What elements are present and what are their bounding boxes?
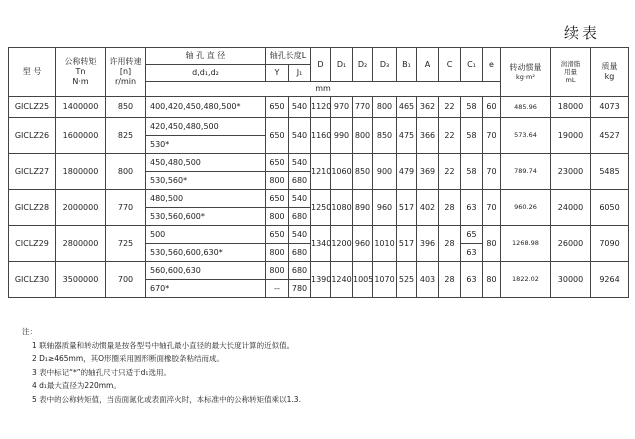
table-row (9, 118, 629, 136)
cell-D1: 1200 (331, 226, 353, 262)
table-row (9, 190, 629, 208)
header-A: A (417, 48, 439, 82)
header-grease: 润滑脂 用量 mL (551, 48, 591, 97)
header-B1: B₁ (397, 48, 417, 82)
header-bore-length: 轴孔长度L (266, 48, 311, 65)
cell-torque: 1800000 (56, 154, 106, 190)
cell-C: 28 (439, 226, 461, 262)
cell-B1: 479 (397, 154, 417, 190)
cell-D1: 1060 (331, 154, 353, 190)
cell-torque: 3500000 (56, 262, 106, 298)
cell-model: GICLZ28 (9, 190, 56, 226)
cell-y: 800 (266, 208, 289, 226)
header-D1: D₁ (331, 48, 353, 82)
cell-j1: 540 (289, 154, 311, 172)
cell-mass: 4073 (591, 97, 629, 118)
cell-mass: 5485 (591, 154, 629, 190)
cell-inertia: 1268.98 (501, 226, 551, 262)
cell-bore: 560,600,630 (146, 262, 266, 280)
cell-D3: 900 (373, 154, 397, 190)
cell-bore: 530,560,600* (146, 208, 266, 226)
note-3: 3 表中标记“*”的轴孔尺寸只适于d₁选用。 (32, 367, 171, 377)
note-2: 2 D₁≥465mm，其O形圈采用圆形断面橡胶条粘结而成。 (32, 354, 225, 363)
cell-model: CICLZ29 (9, 226, 56, 262)
cell-D: 1160 (311, 118, 331, 154)
cell-j1: 540 (289, 97, 311, 118)
cell-grease: 30000 (551, 262, 591, 298)
cell-mass: 6050 (591, 190, 629, 226)
cell-bore: 530,560* (146, 172, 266, 190)
cell-D2: 890 (353, 190, 373, 226)
cell-y: 800 (266, 244, 289, 262)
header-D: D (311, 48, 331, 82)
cell-y: 650 (266, 118, 289, 154)
cell-speed: 825 (106, 118, 146, 154)
cell-inertia: 485.96 (501, 97, 551, 118)
cell-D2: 1005 (353, 262, 373, 298)
cell-A: 402 (417, 190, 439, 226)
cell-j1: 680 (289, 262, 311, 280)
cell-j1: 680 (289, 172, 311, 190)
cell-bore: 480,500 (146, 190, 266, 208)
header-bore-diameter: 轴 孔 直 径 (146, 48, 266, 65)
cell-torque: 1600000 (56, 118, 106, 154)
cell-A: 403 (417, 262, 439, 298)
cell-A: 396 (417, 226, 439, 262)
cell-A: 362 (417, 97, 439, 118)
notes-heading: 注： (22, 327, 37, 336)
cell-C: 22 (439, 154, 461, 190)
cell-e: 70 (483, 118, 501, 154)
header-C1: C₁ (461, 48, 483, 82)
cell-model: GICLZ26 (9, 118, 56, 154)
cell-C1: 65 (461, 226, 483, 244)
cell-speed: 770 (106, 190, 146, 226)
cell-model: GICLZ30 (9, 262, 56, 298)
cell-torque: 2800000 (56, 226, 106, 262)
cell-e: 80 (483, 262, 501, 298)
cell-grease: 19000 (551, 118, 591, 154)
header-D2: D₂ (353, 48, 373, 82)
header-e: e (483, 48, 501, 82)
cell-D1: 990 (331, 118, 353, 154)
cell-torque: 2000000 (56, 190, 106, 226)
cell-j1: 780 (289, 280, 311, 298)
header-D3: D₃ (373, 48, 397, 82)
cell-D: 1120 (311, 97, 331, 118)
cell-D2: 960 (353, 226, 373, 262)
cell-C1: 58 (461, 97, 483, 118)
cell-grease: 18000 (551, 97, 591, 118)
cell-C1: 58 (461, 118, 483, 154)
header-speed: 许用转速 [n] r/min (106, 48, 146, 97)
header-torque: 公称转矩 Tn N·m (56, 48, 106, 97)
cell-bore: 400,420,450,480,500* (146, 97, 266, 118)
cell-j1: 540 (289, 190, 311, 208)
cell-bore: 500 (146, 226, 266, 244)
cell-y: 650 (266, 97, 289, 118)
cell-e: 70 (483, 154, 501, 190)
cell-C1: 58 (461, 154, 483, 190)
cell-y: 800 (266, 262, 289, 280)
cell-C: 28 (439, 262, 461, 298)
note-1: 1 联轴器质量和转动惯量是按各型号中轴孔最小直径的最大长度计算的近似值。 (32, 340, 295, 350)
cell-mass: 4527 (591, 118, 629, 154)
cell-B1: 465 (397, 97, 417, 118)
cell-C1: 63 (461, 244, 483, 262)
cell-D1: 970 (331, 97, 353, 118)
cell-j1: 540 (289, 226, 311, 244)
table-row (9, 262, 629, 280)
table-notes (22, 325, 301, 406)
cell-bore: 530* (146, 136, 266, 154)
cell-D3: 800 (373, 97, 397, 118)
cell-D: 1210 (311, 154, 331, 190)
cell-mass: 9264 (591, 262, 629, 298)
cell-B1: 525 (397, 262, 417, 298)
cell-C: 28 (439, 190, 461, 226)
cell-B1: 517 (397, 190, 417, 226)
cell-e: 70 (483, 190, 501, 226)
note-4: 4 d₁最大直径为220mm。 (32, 381, 121, 390)
cell-B1: 517 (397, 226, 417, 262)
cell-j1: 540 (289, 118, 311, 154)
cell-bore: 530,560,600,630* (146, 244, 266, 262)
cell-model: GICLZ25 (9, 97, 56, 118)
header-unit-mm: mm (146, 82, 501, 97)
cell-speed: 725 (106, 226, 146, 262)
table-row (9, 226, 629, 244)
cell-j1: 680 (289, 244, 311, 262)
cell-speed: 800 (106, 154, 146, 190)
cell-D: 1250 (311, 190, 331, 226)
cell-D2: 800 (353, 118, 373, 154)
cell-grease: 24000 (551, 190, 591, 226)
cell-e: 60 (483, 97, 501, 118)
cell-inertia: 1822.02 (501, 262, 551, 298)
cell-D3: 850 (373, 118, 397, 154)
cell-D1: 1080 (331, 190, 353, 226)
cell-speed: 850 (106, 97, 146, 118)
cell-mass: 7090 (591, 226, 629, 262)
table-row (9, 154, 629, 172)
cell-j1: 680 (289, 208, 311, 226)
cell-C: 22 (439, 118, 461, 154)
coupling-spec-table (8, 47, 629, 298)
header-length-j1: J₁ (289, 65, 311, 82)
cell-D3: 1010 (373, 226, 397, 262)
header-inertia: 转动惯量 kg·m² (501, 48, 551, 97)
header-model: 型 号 (9, 48, 56, 97)
cell-y: -- (266, 280, 289, 298)
cell-grease: 23000 (551, 154, 591, 190)
cell-inertia: 789.74 (501, 154, 551, 190)
cell-D: 1390 (311, 262, 331, 298)
cell-D3: 1070 (373, 262, 397, 298)
cell-C1: 63 (461, 262, 483, 298)
cell-bore: 420,450,480,500 (146, 118, 266, 136)
cell-C: 22 (439, 97, 461, 118)
cell-torque: 1400000 (56, 97, 106, 118)
cell-inertia: 573.64 (501, 118, 551, 154)
cell-e: 80 (483, 226, 501, 262)
cell-bore: 670* (146, 280, 266, 298)
cell-y: 650 (266, 226, 289, 244)
cell-A: 369 (417, 154, 439, 190)
cell-D: 1340 (311, 226, 331, 262)
header-C: C (439, 48, 461, 82)
cell-D2: 770 (353, 97, 373, 118)
table-row (9, 97, 629, 118)
cell-inertia: 960.26 (501, 190, 551, 226)
cell-y: 650 (266, 190, 289, 208)
header-length-y: Y (266, 65, 289, 82)
cell-y: 650 (266, 154, 289, 172)
table-continued-title: 续表 (563, 24, 600, 42)
header-mass: 质量 kg (591, 48, 629, 97)
cell-A: 366 (417, 118, 439, 154)
cell-bore: 450,480,500 (146, 154, 266, 172)
cell-D1: 1240 (331, 262, 353, 298)
cell-grease: 26000 (551, 226, 591, 262)
header-bore-symbols: d,d₁,d₂ (146, 65, 266, 82)
cell-C1: 63 (461, 190, 483, 226)
cell-y: 800 (266, 172, 289, 190)
note-5: 5 表中的公称转矩值，当齿面氮化或表面淬火时，本标准中的公称转矩值乘以1.3. (32, 394, 301, 404)
cell-model: GICLZ27 (9, 154, 56, 190)
cell-B1: 475 (397, 118, 417, 154)
cell-D3: 960 (373, 190, 397, 226)
cell-speed: 700 (106, 262, 146, 298)
cell-D2: 850 (353, 154, 373, 190)
